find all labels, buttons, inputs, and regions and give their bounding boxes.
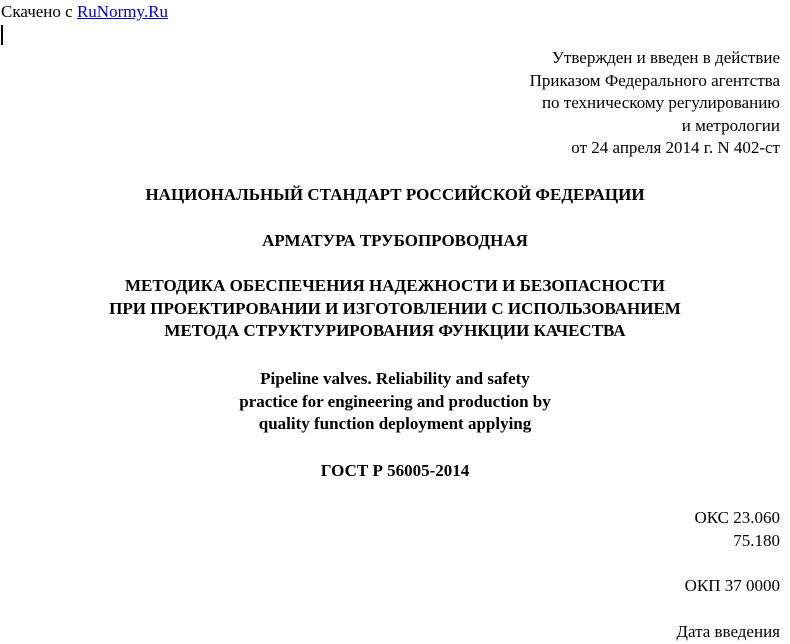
method-title-line: ПРИ ПРОЕКТИРОВАНИИ И ИЗГОТОВЛЕНИИ С ИСПОЛЬЗОВАНИЕМ	[109, 298, 681, 318]
national-standard-title	[0, 184, 790, 207]
approval-line: и метрологии	[681, 115, 780, 135]
okp-code	[685, 575, 780, 598]
approval-line: от 24 апреля 2014 г. N 402-ст	[571, 138, 780, 157]
text-cursor	[1, 25, 3, 45]
introduction-date-label: Дата введения	[676, 622, 780, 641]
national-standard-title-text: НАЦИОНАЛЬНЫЙ СТАНДАРТ РОССИЙСКОЙ ФЕДЕРАЦИИ	[145, 185, 645, 204]
gost-code	[0, 460, 790, 483]
method-title-line: МЕТОДИКА ОБЕСПЕЧЕНИЯ НАДЕЖНОСТИ И БЕЗОПАСНОСТИ	[124, 276, 666, 295]
oks-codes	[694, 507, 780, 552]
oks-code-line: 75.180	[733, 530, 780, 550]
english-title-line: Pipeline valves. Reliability and safety	[260, 369, 530, 388]
gost-code-text: ГОСТ Р 56005-2014	[320, 461, 470, 480]
okp-code-text: ОКП 37 0000	[684, 576, 780, 595]
approval-block	[530, 47, 780, 160]
runormy-link[interactable]: RuNormy.Ru	[76, 2, 168, 21]
subject-title-text: АРМАТУРА ТРУБОПРОВОДНАЯ	[262, 231, 528, 250]
method-title	[0, 275, 790, 343]
english-title-line: practice for engineering and production by	[239, 391, 551, 411]
oks-code-line: ОКС 23.060	[694, 508, 780, 527]
approval-line: Утвержден и введен в действие	[551, 48, 780, 67]
source-prefix: Скачено с	[1, 2, 77, 21]
approval-line: по техническому регулированию	[541, 93, 780, 112]
source-line	[1, 2, 168, 22]
introduction-date	[676, 621, 780, 644]
english-title-line: quality function deployment applying	[258, 414, 532, 433]
subject-title	[0, 230, 790, 253]
method-title-line: МЕТОДА СТРУКТУРИРОВАНИЯ ФУНКЦИИ КАЧЕСТВА	[164, 321, 626, 340]
approval-line: Приказом Федерального агентства	[529, 70, 780, 90]
english-title	[0, 368, 790, 436]
